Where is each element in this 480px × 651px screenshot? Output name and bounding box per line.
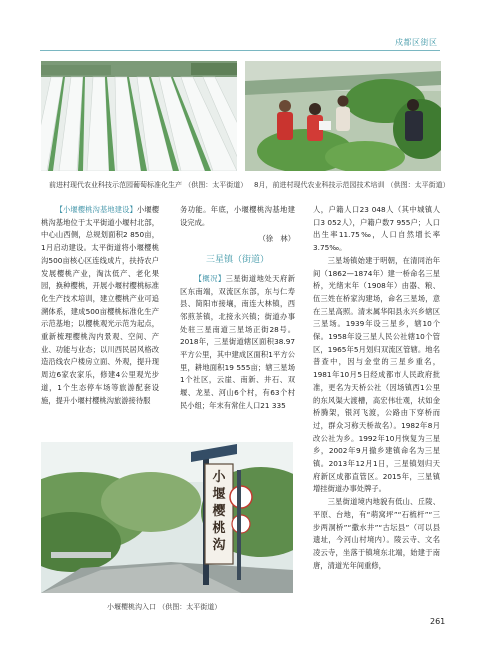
- page-number: 261: [430, 617, 446, 626]
- photo-greenhouse: [41, 61, 237, 171]
- header-rule: [40, 50, 440, 51]
- paragraph-history: 三星场镇始建于明朝，在清同治年间（1862—1874年）建一桥命名三星桥，光绪末年（1908年）由器、粮、伍三姓在桥家沟建场，命名三星场，意在三星高照。清末属华阳县永兴乡辖区三星场。1939年设三星乡，辖10个保。1958年设三星人民公社辖10个管区，1965年5月划归双流区管辖。地名普查中，因与金堂的三星乡重名，1981年10月5日经成都市人民政府批准，更名为天桥公社（因场镇西1公里的东风渠大渡槽，高宏伟壮观，状如金桥腾架，银河飞渡，公路由下穿桥而过，群众习称天桥故名）。1982年8月改公社为乡。1992年10月恢复为三星乡，2002年9月撤乡建镇命名为三星镇。2013年12月1日，三星镇划归天府新区成都直管区。2015年，三星镇增挂街道办事处牌子。: [313, 255, 440, 494]
- photo-cherry-valley-entrance: [41, 442, 293, 593]
- paragraph-continuation: 务功能。年底，小堰樱桃沟基地建设完成。: [180, 205, 295, 227]
- photo-training-caption: 8月，前进村现代农业科技示范园技术培训 （供图：太平街道）: [254, 181, 450, 189]
- paragraph-text: 小堰樱桃沟基地位于太平街道小堰村北部，中心山西侧，总规划面积2 850亩，1月启动建设。太平街道将小堰樱桃沟500亩核心区连线成片，扶持农户发展樱桃产业，淘汰低产、老化果园，换种樱桃，开展小堰村樱桃标准化生产技术培训，建立樱桃产业可追溯体系，建成500亩樱桃标准化生产示范基地；以樱桃观光示范为起点，重新梳理樱桃沟内景观、空间、产业、功能与业态；以川西民居风格改造沿线农户楼房立面、外观，提升现周边6家农家乐，修建4公里观光步道，1个生态停车场等旅游配套设施，提升小堰村樱桃沟旅游接待服: [41, 205, 160, 405]
- photo-greenhouse-caption: 前进村现代农业科技示范园葡萄标准化生产 （供图：太平街道）: [49, 181, 248, 189]
- sign-text: 小堰樱桃沟: [212, 470, 226, 553]
- paragraph-landforms: 三星街道境内地貌有低山、丘陵、平原、台地，有“萌窝坪”“石梳杆”“三步两洞桥”“撒水井”“古坛县”（可以县遗址，今河山村境内）。陵云寺、文名凌云寺，坐落于镇境东北端，始建于南唐，清道光年间重修，: [313, 497, 440, 570]
- keyword-heading: 【小堰樱桃沟基地建设】: [55, 205, 137, 214]
- running-header: 戍都区街区: [395, 38, 438, 47]
- section-subheading: 三星镇（街道）: [205, 255, 269, 266]
- keyword-heading: 【概况】: [194, 273, 226, 283]
- paragraph-continuation: 人，户籍人口23 048人（其中城镇人口3 052人），户籍户数7 955户；人口出生率11.75‰，人口自然增长率3.75‰。: [313, 205, 440, 253]
- column-2: [180, 204, 295, 413]
- column-3: [313, 204, 440, 572]
- paragraph-text: 三星街道地处天府新区东南端，双流区东部，东与仁寿县、简阳市接壤，南连大林镇，西邻煎茶镇，北接永兴镇；街道办事处驻三星南道三星场正街28号。2018年，三星街道辖区面积38.97平方公里，其中建成区面积1平方公里，耕地面积19 555亩；辖三星场1个社区，云崖、南新、井石、双堰、龙星、河山6个村，有63个村民小组；年末有常住人口21 335: [180, 273, 296, 410]
- paragraph-cherry-base: [41, 204, 159, 407]
- paragraph-overview: [180, 273, 295, 413]
- photo-cherry-valley-caption: 小堰樱桃沟入口 （供图：太平街道）: [107, 603, 222, 611]
- column-1: [41, 204, 159, 407]
- author-signature: （徐 林）: [258, 234, 295, 244]
- photo-training: [245, 61, 441, 171]
